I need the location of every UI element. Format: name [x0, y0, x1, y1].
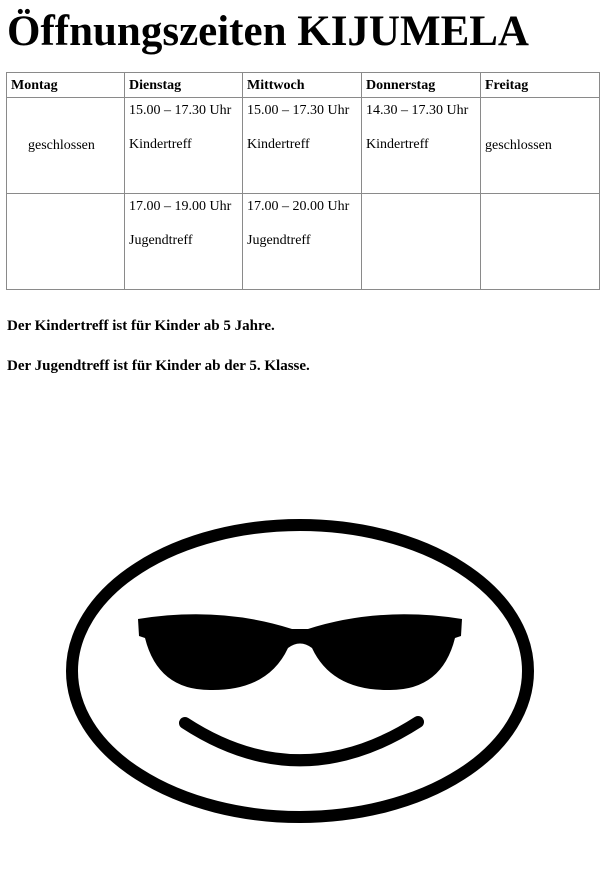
cell-freitag-kindertreff — [481, 98, 600, 194]
cell-mittwoch-jugendtreff — [243, 194, 362, 290]
header-freitag: Freitag — [481, 73, 600, 98]
program-label: Jugendtreff — [247, 233, 311, 248]
page-title: Öffnungszeiten KIJUMELA — [7, 8, 529, 55]
time-range: 17.00 – 20.00 Uhr — [247, 199, 350, 214]
face-outline — [72, 525, 528, 817]
cell-freitag-jugendtreff — [481, 194, 600, 290]
program-label: Kindertreff — [247, 137, 310, 152]
program-label: Kindertreff — [366, 137, 429, 152]
cell-donnerstag-jugendtreff — [362, 194, 481, 290]
time-range: 15.00 – 17.30 Uhr — [247, 103, 350, 118]
time-range: 14.30 – 17.30 Uhr — [366, 103, 469, 118]
note-jugendtreff: Der Jugendtreff ist für Kinder ab der 5. Klasse. — [7, 358, 310, 374]
cool-smiley-sunglasses-icon — [60, 512, 540, 832]
closed-label: geschlossen — [28, 138, 95, 153]
cell-montag-jugendtreff — [7, 194, 125, 290]
cell-montag-kindertreff — [7, 98, 125, 194]
time-range: 15.00 – 17.30 Uhr — [129, 103, 232, 118]
program-label: Kindertreff — [129, 137, 192, 152]
note-kindertreff: Der Kindertreff ist für Kinder ab 5 Jahre. — [7, 318, 275, 334]
header-mittwoch: Mittwoch — [243, 73, 362, 98]
sunglasses-icon — [138, 614, 462, 690]
cell-donnerstag-kindertreff — [362, 98, 481, 194]
header-montag: Montag — [7, 73, 125, 98]
opening-hours-table — [6, 72, 600, 290]
cell-dienstag-kindertreff — [125, 98, 243, 194]
table-row — [7, 98, 600, 194]
cell-mittwoch-kindertreff — [243, 98, 362, 194]
header-dienstag: Dienstag — [125, 73, 243, 98]
smile-mouth — [185, 722, 418, 760]
time-range: 17.00 – 19.00 Uhr — [129, 199, 232, 214]
header-donnerstag: Donnerstag — [362, 73, 481, 98]
program-label: Jugendtreff — [129, 233, 193, 248]
closed-label: geschlossen — [485, 138, 552, 153]
table-header-row — [7, 73, 600, 98]
cell-dienstag-jugendtreff — [125, 194, 243, 290]
table-row — [7, 194, 600, 290]
